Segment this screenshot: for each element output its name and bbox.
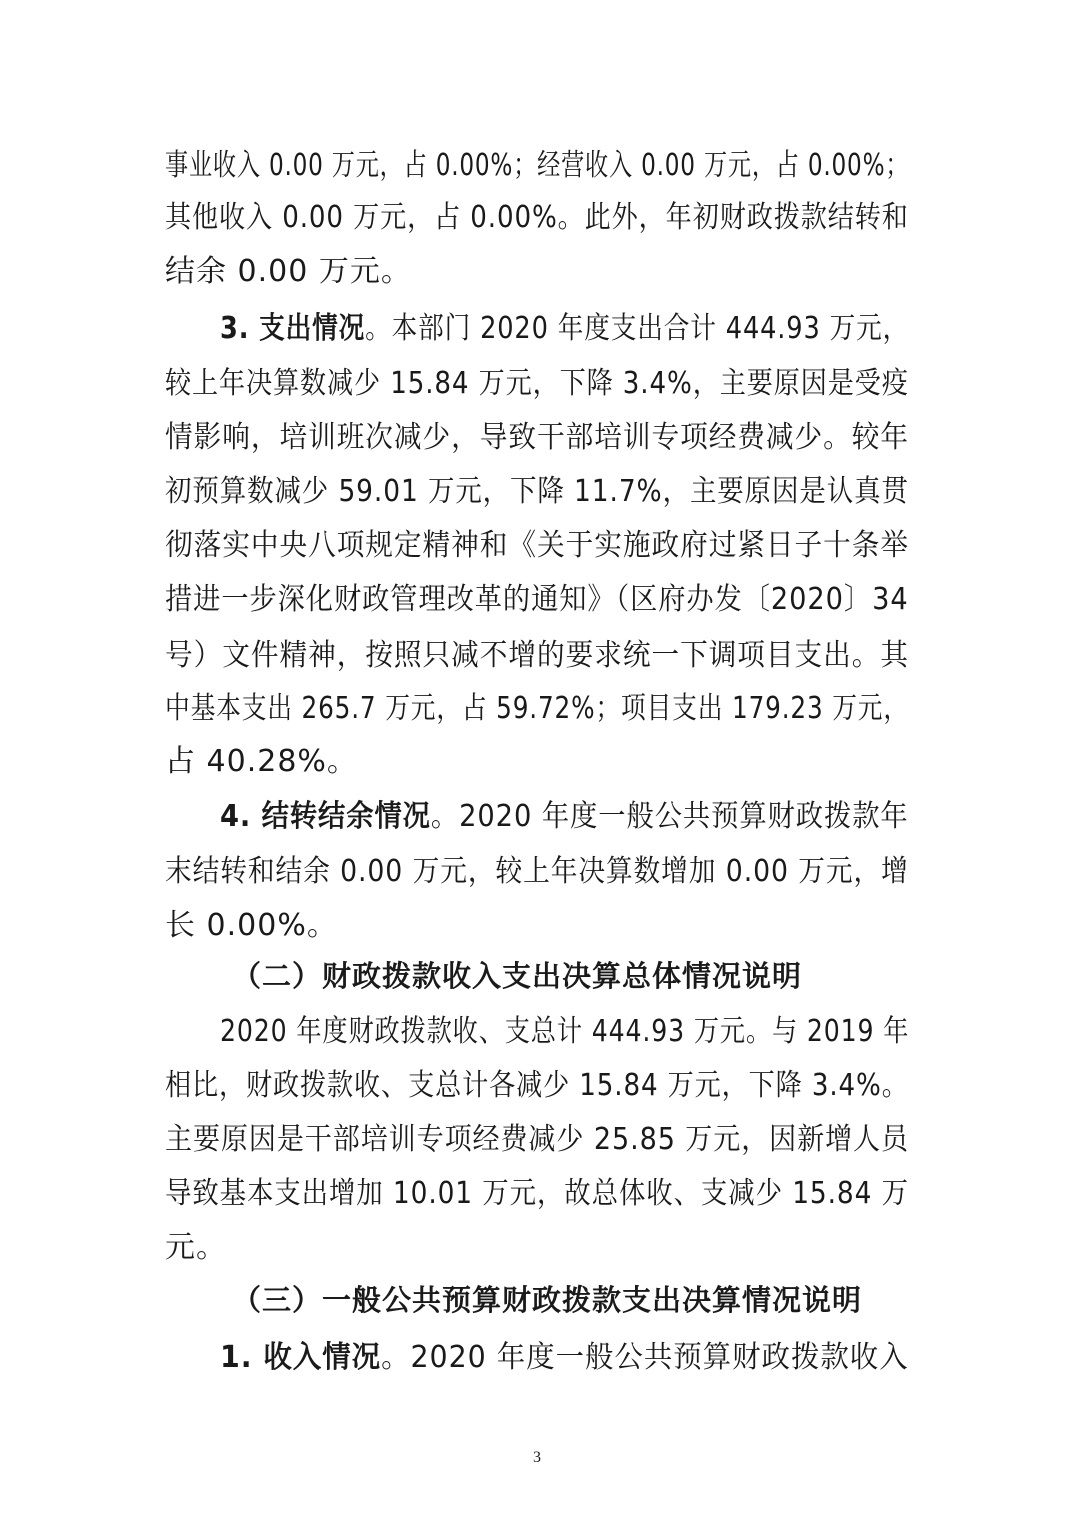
text-run: 末结转和结余 0.00 万元，较上年决算数增加 0.00 万元，增 bbox=[165, 854, 909, 889]
text-line bbox=[165, 1174, 909, 1214]
text-line bbox=[165, 852, 909, 892]
text-line bbox=[220, 797, 909, 837]
bold-run: 4. 结转结余情况 bbox=[220, 799, 431, 834]
text-run: 初预算数减少 59.01 万元，下降 11.7%，主要原因是认真贯 bbox=[165, 474, 909, 509]
text-run: 。本部门 2020 年度支出合计 444.93 万元， bbox=[365, 311, 910, 346]
text-line bbox=[165, 418, 909, 458]
text-line bbox=[165, 198, 909, 238]
text-line bbox=[165, 1120, 909, 1160]
section-heading bbox=[232, 956, 802, 996]
text-run: 事业收入 0.00 万元，占 0.00%；经营收入 0.00 万元，占 0.00%； bbox=[165, 148, 910, 183]
text-line bbox=[165, 906, 338, 946]
text-line bbox=[165, 364, 909, 404]
text-line bbox=[165, 1066, 909, 1106]
page-number: 3 bbox=[533, 1449, 541, 1466]
text-line bbox=[220, 1012, 909, 1052]
text-run: 占 40.28%。 bbox=[165, 744, 358, 779]
text-line bbox=[165, 580, 909, 620]
bold-run: 1. 收入情况 bbox=[220, 1340, 382, 1375]
text-run: 情影响，培训班次减少，导致干部培训专项经费减少。较年 bbox=[165, 420, 909, 455]
text-line bbox=[220, 1338, 909, 1378]
text-run: 元。 bbox=[165, 1230, 227, 1265]
text-line bbox=[165, 689, 909, 729]
text-line bbox=[165, 636, 909, 676]
text-run: 相比，财政拨款收、支总计各减少 15.84 万元，下降 3.4%。 bbox=[165, 1068, 909, 1103]
bold-run: （二）财政拨款收入支出决算总体情况说明 bbox=[232, 959, 803, 993]
bold-run: （三）一般公共预算财政拨款支出决算情况说明 bbox=[232, 1283, 863, 1317]
text-line bbox=[165, 1228, 227, 1268]
text-run: 较上年决算数减少 15.84 万元，下降 3.4%，主要原因是受疫 bbox=[165, 366, 909, 401]
text-run: 主要原因是干部培训专项经费减少 25.85 万元，因新增人员 bbox=[165, 1122, 909, 1157]
text-run: 长 0.00%。 bbox=[165, 908, 338, 943]
text-run: 号）文件精神，按照只减不增的要求统一下调项目支出。其 bbox=[165, 638, 909, 673]
section-heading bbox=[232, 1280, 862, 1320]
text-run: 2020 年度财政拨款收、支总计 444.93 万元。与 2019 年 bbox=[220, 1014, 910, 1049]
bold-run: 3. 支出情况 bbox=[220, 311, 366, 346]
text-line bbox=[165, 742, 358, 782]
text-line bbox=[165, 526, 909, 566]
text-line bbox=[165, 472, 909, 512]
text-run: 导致基本支出增加 10.01 万元，故总体收、支减少 15.84 万 bbox=[165, 1176, 909, 1211]
text-run: 彻落实中央八项规定精神和《关于实施政府过紧日子十条举 bbox=[165, 528, 909, 563]
text-line bbox=[165, 146, 909, 186]
text-line bbox=[165, 252, 412, 292]
text-run: 。2020 年度一般公共预算财政拨款收入 bbox=[381, 1340, 909, 1375]
text-run: 。2020 年度一般公共预算财政拨款年 bbox=[430, 799, 909, 834]
text-run: 结余 0.00 万元。 bbox=[165, 254, 412, 289]
text-run: 其他收入 0.00 万元，占 0.00%。此外，年初财政拨款结转和 bbox=[165, 200, 909, 235]
text-line bbox=[220, 309, 909, 349]
text-run: 措进一步深化财政管理改革的通知》（区府办发〔2020〕34 bbox=[165, 582, 909, 617]
text-run: 中基本支出 265.7 万元，占 59.72%；项目支出 179.23 万元， bbox=[165, 691, 909, 726]
